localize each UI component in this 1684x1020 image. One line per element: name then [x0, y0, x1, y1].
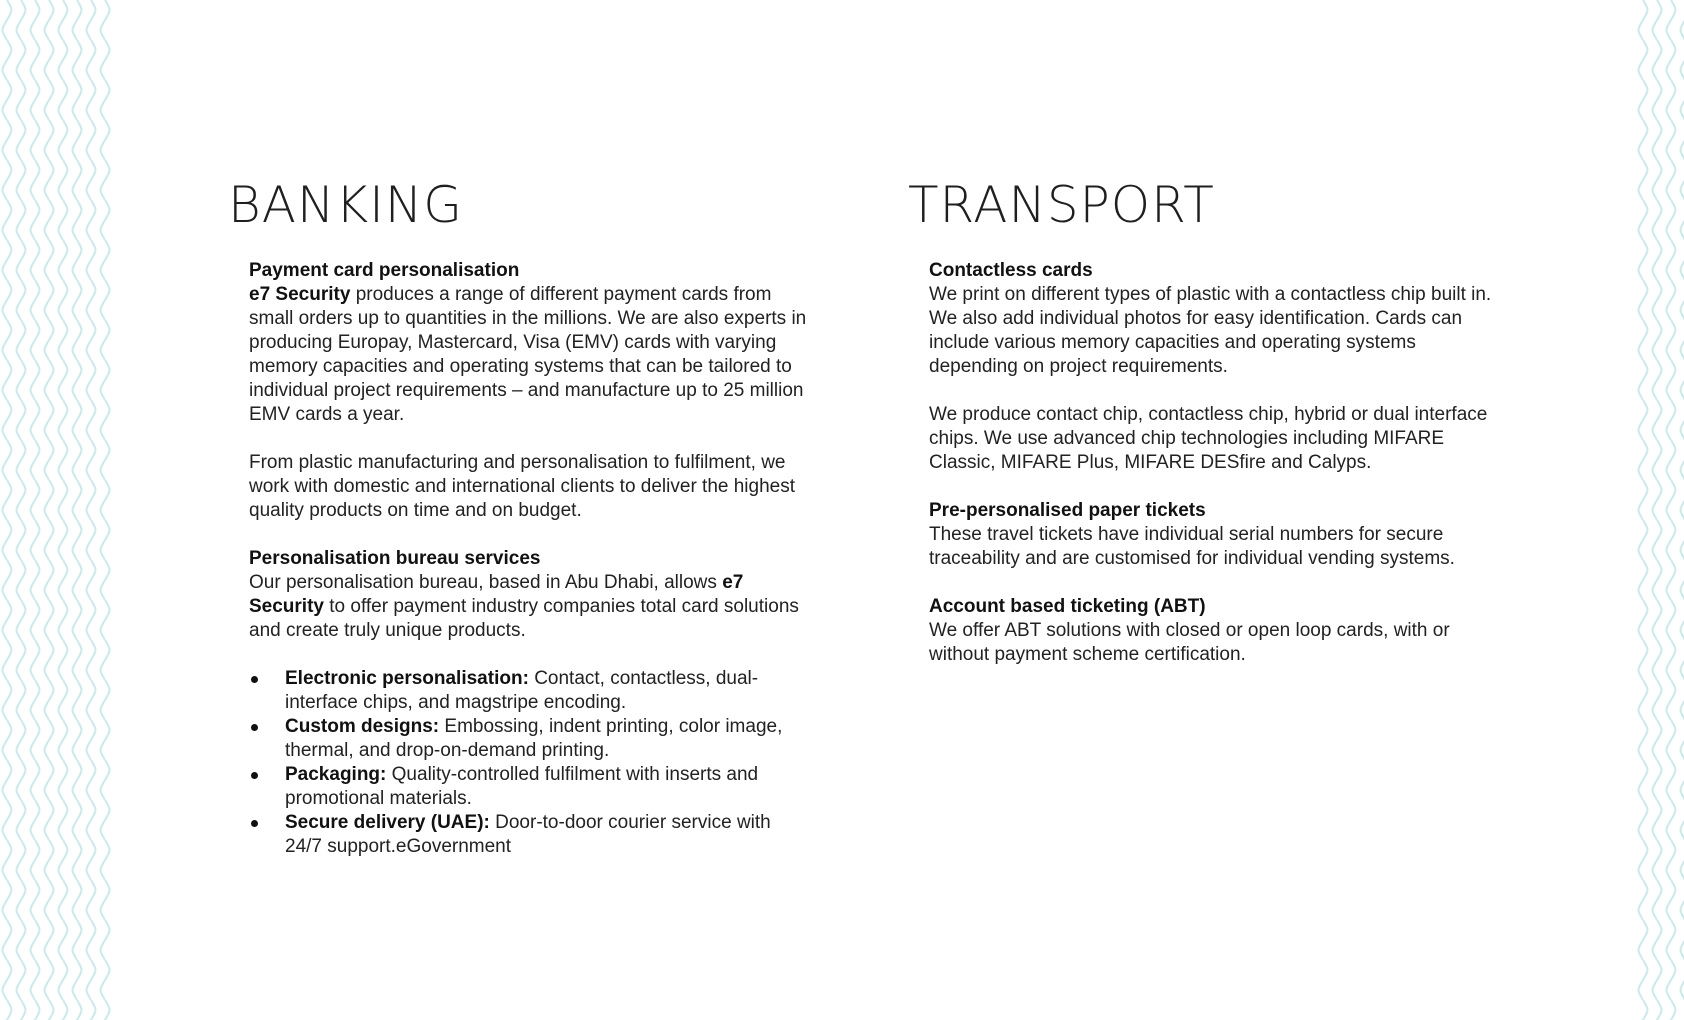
bureau-text-before: Our personalisation bureau, based in Abu Dhabi, allows [249, 572, 717, 593]
banking-body [249, 259, 808, 859]
bullet-icon [251, 676, 258, 683]
banking-section [228, 175, 808, 859]
payment-card-heading: Payment card personalisation [249, 260, 520, 281]
decorative-wave-pattern-right [1636, 0, 1684, 1020]
banking-title: BANKING [228, 176, 464, 234]
fulfilment-paragraph: From plastic manufacturing and personalisation to fulfilment, we work with domestic and international clients to deliver the highest quality products on time and on budget. [249, 452, 796, 521]
paper-tickets-heading: Pre-personalised paper tickets [929, 500, 1206, 521]
list-item [249, 715, 808, 763]
transport-section [908, 175, 1508, 691]
abt-text: We offer ABT solutions with closed or open loop cards, with or without payment scheme certification. [929, 620, 1450, 665]
transport-title: TRANSPORT [908, 176, 1215, 234]
service-text: Contact, contactless, dual-interface chips, and magstripe encoding. [285, 668, 759, 713]
transport-body [929, 259, 1508, 667]
bullet-icon [251, 772, 258, 779]
contactless-paragraph [929, 259, 1508, 379]
abt-paragraph [929, 595, 1508, 667]
contactless-text: We print on different types of plastic with a contactless chip built in. We also add individual photos for easy identification. Cards can include various memory capacities and operating systems depending on project requirements. [929, 284, 1492, 377]
service-label: Electronic personalisation: [285, 668, 529, 689]
service-label: Custom designs: [285, 716, 440, 737]
payment-card-text: produces a range of different payment cards from small orders up to quantities in the millions. We are also experts in producing Europay, Mastercard, Visa (EMV) cards with varying memory capacities and operating systems that can be tailored to individual project requirements – and manufacture up to 25 million EMV cards a year. [249, 284, 807, 425]
payment-card-paragraph [249, 259, 808, 427]
abt-heading: Account based ticketing (ABT) [929, 596, 1206, 617]
bureau-text-after: to offer payment industry companies total card solutions and create truly unique products. [249, 596, 799, 641]
bureau-heading: Personalisation bureau services [249, 548, 541, 569]
service-text: Embossing, indent printing, color image, thermal, and drop-on-demand printing. [285, 716, 783, 761]
service-text: Door-to-door courier service with 24/7 support.eGovernment [285, 812, 771, 857]
bureau-paragraph [249, 547, 808, 643]
bullet-icon [251, 820, 258, 827]
chip-paragraph: We produce contact chip, contactless chip, hybrid or dual interface chips. We use advanced chip technologies including MIFARE Classic, MIFARE Plus, MIFARE DESfire and Calyps. [929, 404, 1488, 473]
list-item [249, 811, 808, 859]
bullet-icon [251, 724, 258, 731]
service-text: Quality-controlled fulfilment with inserts and promotional materials. [285, 764, 759, 809]
brand-name: e7 Security [249, 572, 744, 617]
decorative-wave-pattern-left [0, 0, 112, 1020]
services-list [249, 667, 808, 859]
service-label: Secure delivery (UAE): [285, 812, 490, 833]
list-item [249, 667, 808, 715]
paper-tickets-paragraph [929, 499, 1508, 571]
brand-name: e7 Security [249, 284, 351, 305]
paper-tickets-text: These travel tickets have individual serial numbers for secure traceability and are customised for individual vending systems. [929, 524, 1455, 569]
list-item [249, 763, 808, 811]
contactless-heading: Contactless cards [929, 260, 1093, 281]
service-label: Packaging: [285, 764, 387, 785]
